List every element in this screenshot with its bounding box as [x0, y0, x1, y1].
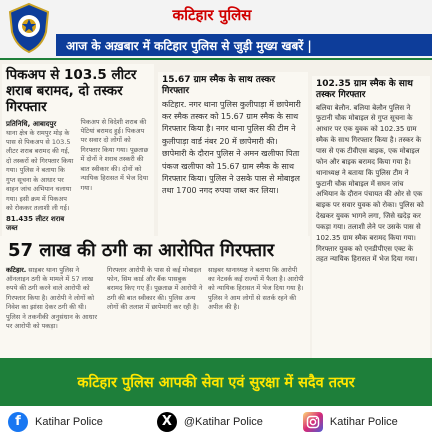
clipping-text: साइबर थाना पुलिस ने ऑनलाइन ठगी के मामले में 57 लाख रुपये की ठगी करने वाले आरोपी को गिरफ्तार किया है। आरोपी ने लोगों को निवेश का झांसा देकर ठगी की थी। पुलिस ने तकनीकी अनुसंधान के आधार पर आरोपी को पकड़ा।: [6, 265, 98, 331]
clipping-text: गिरफ्तार आरोपी के पास से कई मोबाइल फोन, सिम कार्ड और बैंक पासबुक बरामद किए गए हैं। पूछताछ में आरोपी ने ठगी की बात स्वीकार की। पुलिस अन्य लोगों की तलाश में छापेमारी कर रही है।: [107, 265, 203, 312]
social-label: @Katihar Police: [183, 415, 263, 428]
clipping-text: बलिया बेलौन. बलिया बेलौन पुलिस ने फुटानी चौक मोबाइल से गुप्त सूचना के आधार पर एक युवक को 102.35 ग्राम स्मैक के साथ गिरफ्तार किया है। तस्कर के पास से एक टीवीएस बाइक, एक मोबाइल फोन और बाइक बरामद किया गया है। थानाध्यक्ष ने बताया कि पुलिस टीम ने फुटानी चौक मोबाइल में सघन जांच अभियान के दौरान पंचायत की ओर से एक बाइक पर सवार युवक को रोका। पुलिस को देखकर युवक भागने लगा, जिसे खदेड़ कर पकड़ा गया। तलाशी लेने पर उसके पास से 102.35 ग्राम स्मैक बरामद किया गया। गिरफ्तार युवक को एनडीपीएस एक्ट के तहत न्यायिक हिरासत में भेज दिया गया।: [316, 103, 424, 264]
clipping-text: साइबर थानाध्यक्ष ने बताया कि आरोपी का नेटवर्क कई राज्यों में फैला है। आरोपी को न्यायिक हिरासत में भेज दिया गया है। पुलिस ने आम लोगों से सतर्क रहने की अपील की है।: [208, 265, 304, 312]
news-clipping-smack-2: [312, 76, 430, 358]
clipping-byline: कटिहार.: [6, 265, 27, 274]
clipping-byline: प्रतिनिधि, आबादपुर: [6, 119, 57, 128]
clipping-headline: पिकअप से 103.5 लीटर शराब बरामद, दो तस्कर गिरफ्तार: [6, 67, 137, 116]
newspaper-collage: [0, 60, 432, 358]
social-x[interactable]: [157, 412, 263, 432]
news-clipping-smack-1: [158, 72, 308, 242]
police-logo: [6, 2, 52, 54]
clipping-subhead: 81.435 लीटर शराब जब्त: [6, 215, 65, 233]
social-label: Katihar Police: [329, 415, 398, 428]
clipping-headline: 102.35 ग्राम स्मैक के साथ तस्कर गिरफ्तार: [316, 79, 413, 100]
clipping-text: कटिहार. नगर थाना पुलिस कुलीपाड़ा में छापेमारी कर स्मैक तस्कर को 15.67 ग्राम स्मैक के साथ गिरफ्तार किया है। नगर थाना पुलिस की टीम ने कुलीपाड़ा वार्ड नंबर 20 में छापेमारी की। छापेमारी के दौरान पुलिस ने अमन खलीफा पिता पंकज खलीफा को 15.67 ग्राम स्मैक के साथ गिरफ्तार किया। पुलिस ने उसके पास से मोबाइल तथा 1700 नगद रुपया जब्त कर लिया।: [162, 99, 301, 196]
social-instagram[interactable]: [303, 412, 398, 432]
clipping-text: पिकअप से विदेशी शराब की पेटियां बरामद हुई। पिकअप पर सवार दो लोगों को गिरफ्तार किया गया। पूछताछ में दोनों ने शराब तस्करी की बात स्वीकार की। दोनों को न्यायिक हिरासत में भेज दिया गया।: [80, 117, 149, 192]
social-facebook[interactable]: [8, 412, 103, 432]
clipping-text: थाना क्षेत्र के रामपुर मोड़ के पास से पिकअप से 103.5 लीटर शराब बरामद की गई, दो तस्करों को गिरफ्तार किया गया। पुलिस ने बताया कि गुप्त सूचना के आधार पर वाहन जांच अभियान चलाया गया। इसी क्रम में पिकअप को रोककर तलाशी ली गई।: [6, 128, 74, 212]
header: [0, 0, 432, 58]
page-title: कटिहार पुलिस: [172, 6, 252, 24]
facebook-icon: f: [8, 412, 28, 432]
social-bar: [0, 406, 432, 437]
x-icon: X: [157, 412, 177, 432]
page-subtitle: आज के अख़बार में कटिहार पुलिस से जुड़ी मुख्य खबरें |: [56, 34, 432, 56]
instagram-icon: [303, 412, 323, 432]
clipping-headline: 15.67 ग्राम स्मैक के साथ तस्कर गिरफ्तार: [162, 75, 276, 96]
clipping-headline: 57 लाख की ठगी का आरोपित गिरफ्तार: [8, 240, 275, 261]
footer-slogan: कटिहार पुलिस आपकी सेवा एवं सुरक्षा में सदैव तत्पर: [0, 360, 432, 404]
social-label: Katihar Police: [35, 415, 103, 428]
news-clipping-liquor: [2, 64, 154, 236]
news-clipping-fraud: [0, 236, 310, 358]
